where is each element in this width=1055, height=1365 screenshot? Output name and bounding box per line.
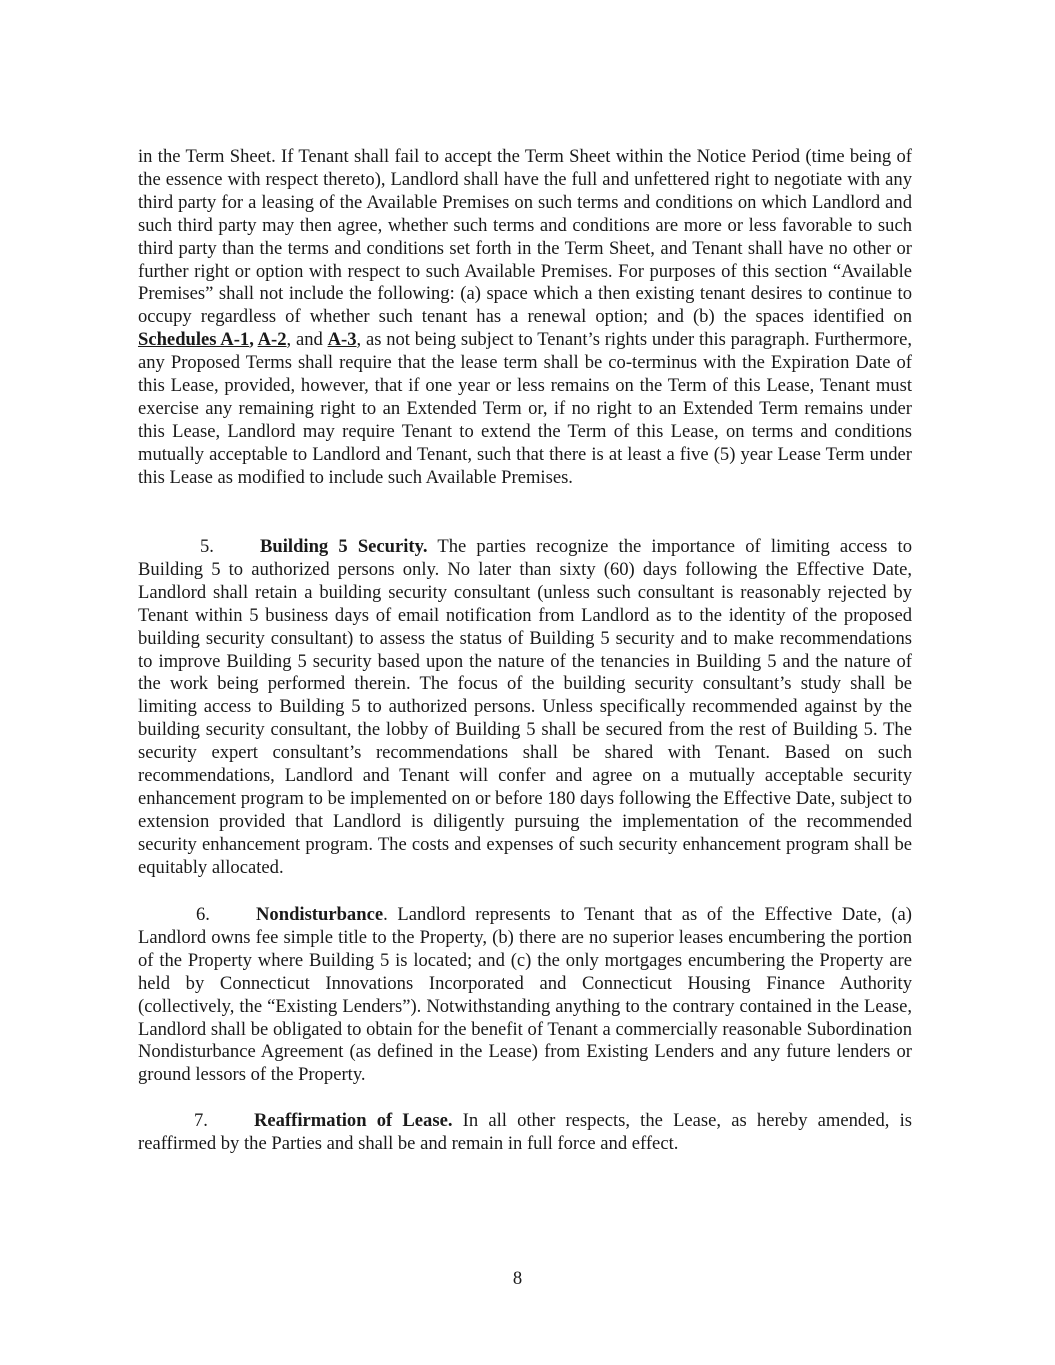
section-heading: Nondisturbance bbox=[256, 904, 384, 925]
separator: , bbox=[249, 329, 258, 351]
section-number: 5. bbox=[200, 536, 214, 557]
page-number: 8 bbox=[512, 1268, 523, 1289]
section-body: In all other respects, the Lease, as hereby amended, is reaffirmed by the Parties and shall be and remain in full force and effect. bbox=[138, 1110, 912, 1154]
paragraph-available-premises bbox=[138, 146, 912, 490]
schedule-a2-reference: A-2 bbox=[257, 329, 287, 351]
paragraph-text: , as not being subject to Tenant’s rights under this paragraph. Furthermore, any Proposed Terms shall require that the lease term shall be co-terminus with the Expiration Date of this Lease, provided, however, that if one year or less remains on the Term of this Lease, Tenant must exercise any remaining right to an Extended Term or, if no right to an Extended Term remains under this Lease, Landlord may require Tenant to extend the Term of this Lease, on terms and conditions mutually acceptable to Landlord and Tenant, such that there is at least a five (5) year Lease Term under this Lease as modified to include such Available Premises. bbox=[138, 329, 912, 488]
section-body: The parties recognize the importance of limiting access to Building 5 to authorized persons only. No later than sixty (60) days following the Effective Date, Landlord shall retain a building security consultant (unless such consultant is reasonably rejected by Tenant within 5 business days of email notification from Landlord as to the identity of the proposed building security consultant) to assess the status of Building 5 security and to make recommendations to improve Building 5 security based upon the nature of the tenancies in Building 5 and the nature of the work being performed therein. The focus of the building security consultant’s study shall be limiting access to Building 5 to authorized persons. Unless specifically recommended against by the building security consultant, the lobby of Building 5 shall be secured from the rest of Building 5. The security expert consultant’s recommendations shall be shared with Tenant. Based on such recommendations, Landlord and Tenant will confer and agree on a mutually acceptable security enhancement program to be implemented on or before 180 days following the Effective Date, subject to extension provided that Landlord is diligently pursuing the implementation of the recommended security enhancement program. The costs and expenses of such security enhancement program shall be equitably allocated. bbox=[138, 536, 912, 878]
schedule-a3-reference: A-3 bbox=[327, 329, 357, 351]
section-5-building-security bbox=[138, 536, 912, 880]
section-number: 6. bbox=[196, 904, 210, 925]
section-body: . Landlord represents to Tenant that as of the Effective Date, (a) Landlord owns fee simple title to the Property, (b) there are no superior leases encumbering the portion of the Property where Building 5 is located; and (c) the only mortgages encumbering the Property are held by Connecticut Innovations Incorporated and Connecticut Housing Finance Authority (collectively, the “Existing Lenders”). Notwithstanding anything to the contrary contained in the Lease, Landlord shall be obligated to obtain for the benefit of Tenant a commercially reasonable Subordination Nondisturbance Agreement (as defined in the Lease) from Existing Lenders and any future lenders or ground lessors of the Property. bbox=[138, 904, 912, 1086]
separator: , and bbox=[286, 329, 328, 351]
section-6-nondisturbance bbox=[138, 904, 912, 1087]
section-heading: Reaffirmation of Lease. bbox=[254, 1110, 453, 1131]
section-heading: Building 5 Security. bbox=[260, 536, 428, 557]
section-number: 7. bbox=[194, 1110, 208, 1131]
section-7-reaffirmation bbox=[138, 1110, 912, 1156]
paragraph-text: in the Term Sheet. If Tenant shall fail to accept the Term Sheet within the Notice Period (time being of the essence with respect thereto), Landlord shall have the full and unfettered right to negotiate with any third party for a leasing of the Available Premises on such terms and conditions on which Landlord and such third party may then agree, whether such terms and conditions are more or less favorable to such third party than the terms and conditions set forth in the Term Sheet, and Tenant shall have no other or further right or option with respect to such Available Premises. For purposes of this section “Available Premises” shall not include the following: (a) space which a then existing tenant desires to continue to occupy regardless of whether such tenant has a renewal option; and (b) the spaces identified on bbox=[138, 146, 912, 328]
schedule-a1-reference: Schedules A-1 bbox=[138, 329, 250, 351]
